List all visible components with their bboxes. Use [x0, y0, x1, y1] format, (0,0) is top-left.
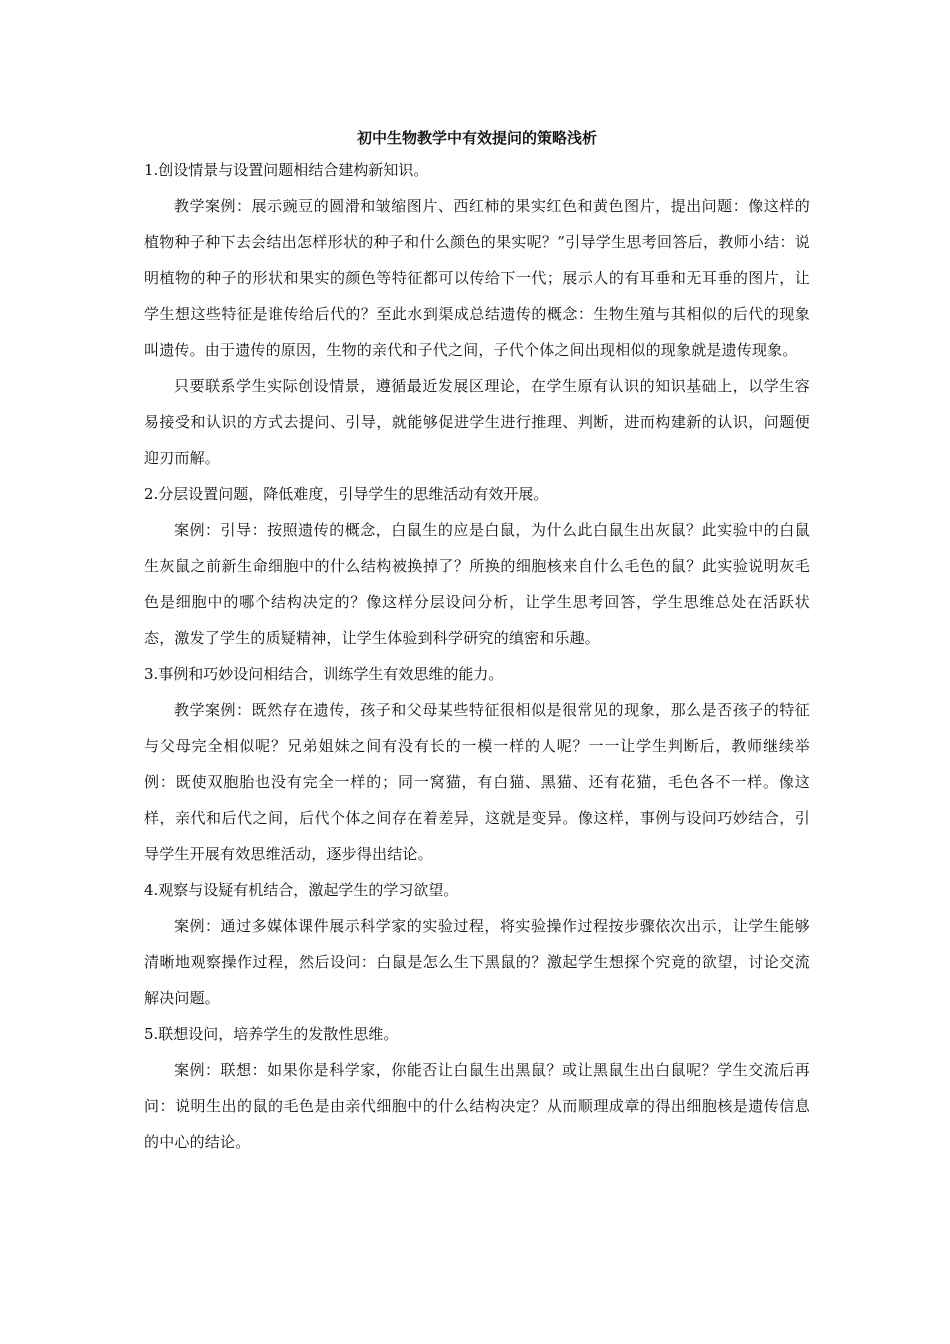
- section-3-paragraph-1: 教学案例：既然存在遗传，孩子和父母某些特征很相似是很常见的现象，那么是否孩子的特征与父母完全相似呢？兄弟姐妹之间有没有长的一模一样的人呢？一一让学生判断后，教师继续举例：既使双胞胎也没有完全一样的；同一窝猫，有白猫、黑猫、还有花猫，毛色各不一样。像这样，亲代和后代之间，后代个体之间存在着差异，这就是变异。像这样，事例与设问巧妙结合，引导学生开展有效思维活动，逐步得出结论。: [144, 701, 810, 863]
- section-heading-2: 2.分层设置问题，降低难度，引导学生的思维活动有效开展。: [144, 485, 549, 503]
- section-3: [144, 656, 810, 872]
- section-1: [144, 152, 810, 476]
- section-5-paragraph-1: 案例：联想：如果你是科学家，你能否让白鼠生出黑鼠？或让黑鼠生出白鼠呢？学生交流后再问：说明生出的鼠的毛色是由亲代细胞中的什么结构决定？从而顺理成章的得出细胞核是遗传信息的中心的结论。: [144, 1061, 810, 1151]
- section-heading-3: 3.事例和巧妙设问相结合，训练学生有效思维的能力。: [144, 665, 504, 683]
- section-heading-5: 5.联想设问，培养学生的发散性思维。: [144, 1025, 399, 1043]
- section-1-paragraph-1: 教学案例：展示豌豆的圆滑和皱缩图片、西红柿的果实红色和黄色图片，提出问题：像这样的植物种子种下去会结出怎样形状的种子和什么颜色的果实呢？”引导学生思考回答后，教师小结：说明植物的种子的形状和果实的颜色等特征都可以传给下一代；展示人的有耳垂和无耳垂的图片，让学生想这些特征是谁传给后代的？至此水到渠成总结遗传的概念：生物生殖与其相似的后代的现象叫遗传。由于遗传的原因，生物的亲代和子代之间，子代个体之间出现相似的现象就是遗传现象。: [144, 197, 810, 359]
- document-title: 初中生物教学中有效提问的策略浅析: [356, 129, 597, 147]
- section-1-paragraph-2: 只要联系学生实际创设情景，遵循最近发展区理论，在学生原有认识的知识基础上，以学生容易接受和认识的方式去提问、引导，就能够促进学生进行推理、判断，进而构建新的认识，问题便迎刃而解。: [144, 377, 810, 467]
- section-2: [144, 476, 810, 656]
- section-4-paragraph-1: 案例：通过多媒体课件展示科学家的实验过程，将实验操作过程按步骤依次出示，让学生能够清晰地观察操作过程，然后设问：白鼠是怎么生下黑鼠的？激起学生想探个究竟的欲望，讨论交流解决问题。: [144, 917, 810, 1007]
- section-5: [144, 1016, 810, 1160]
- section-2-paragraph-1: 案例：引导：按照遗传的概念，白鼠生的应是白鼠，为什么此白鼠生出灰鼠？此实验中的白鼠生灰鼠之前新生命细胞中的什么结构被换掉了？所换的细胞核来自什么毛色的鼠？此实验说明灰毛色是细胞中的哪个结构决定的？像这样分层设问分析，让学生思考回答，学生思维总处在活跃状态，激发了学生的质疑精神，让学生体验到科学研究的缜密和乐趣。: [144, 521, 810, 647]
- section-4: [144, 872, 810, 1016]
- section-heading-1: 1.创设情景与设置问题相结合建构新知识。: [144, 161, 429, 179]
- section-heading-4: 4.观察与设疑有机结合，激起学生的学习欲望。: [144, 881, 459, 899]
- document-page: [144, 124, 810, 1160]
